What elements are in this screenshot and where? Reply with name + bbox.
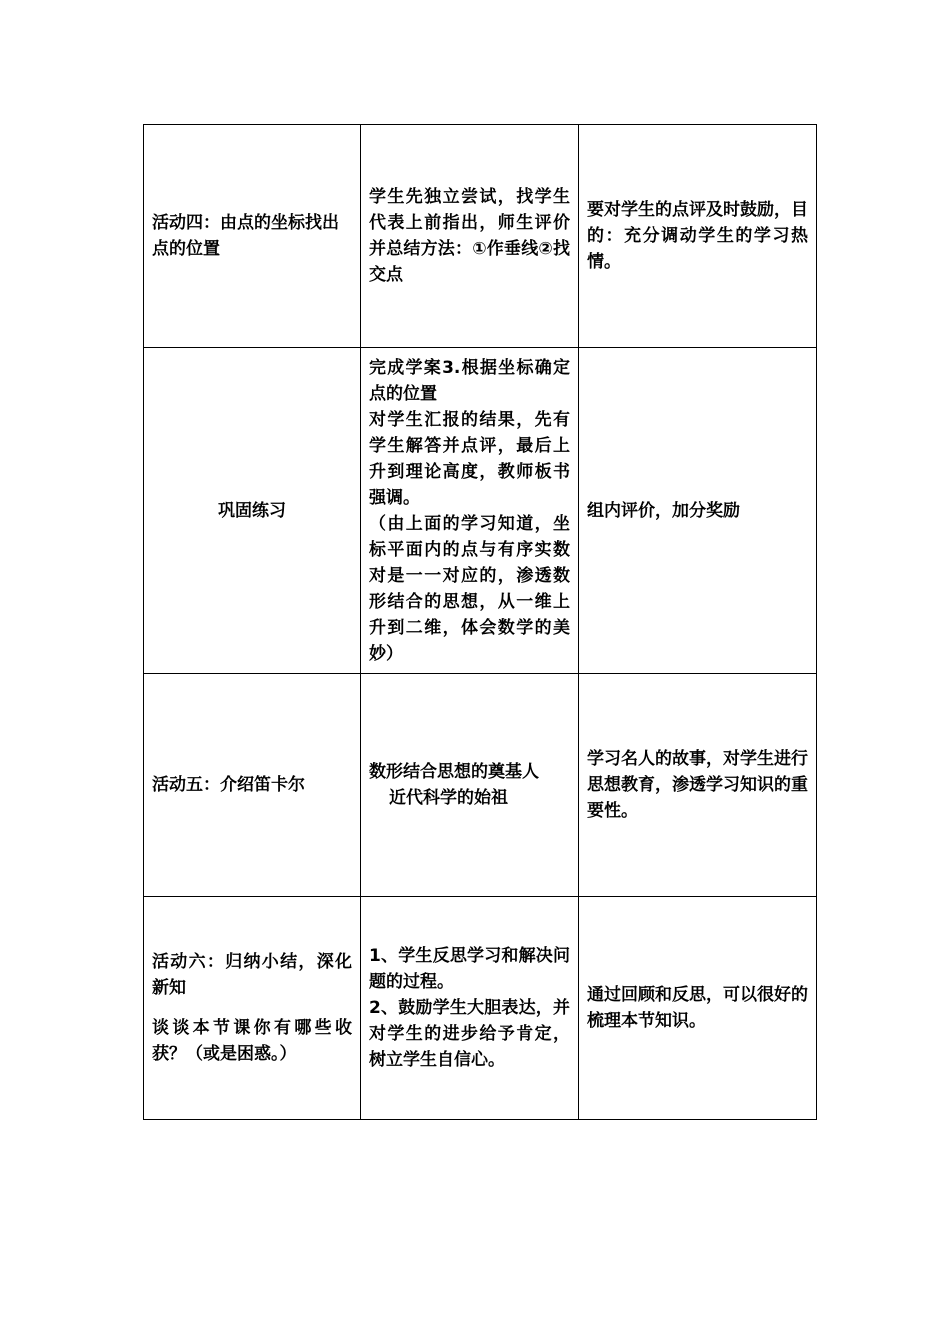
student-activity-cell — [361, 897, 579, 1120]
activity-text: 活动六：归纳小结，深化新知 — [152, 952, 352, 998]
design-intent-text: 组内评价，加分奖励 — [587, 500, 740, 521]
student-activity-cell — [361, 348, 579, 674]
design-intent-text: 通过回顾和反思，可以很好的梳理本节知识。 — [587, 985, 808, 1031]
student-activity-text: 对学生汇报的结果，先有学生解答并点评，最后上升到理论高度，教师板书强调。 — [369, 409, 570, 508]
activity-cell — [144, 125, 361, 348]
activity-text: 活动五：介绍笛卡尔 — [152, 775, 305, 795]
student-activity-cell — [361, 125, 579, 348]
design-intent-cell — [579, 897, 817, 1120]
student-activity-text: 数形结合思想的奠基人 — [369, 762, 539, 782]
table-row — [144, 897, 817, 1120]
table-row — [144, 348, 817, 674]
design-intent-cell — [579, 125, 817, 348]
design-intent-cell — [579, 348, 817, 674]
student-activity-text: 学生先独立尝试，找学生代表上前指出，师生评价并总结方法：①作垂线②找交点 — [369, 187, 570, 285]
table-row — [144, 674, 817, 897]
design-intent-text: 要对学生的点评及时鼓励，目的：充分调动学生的学习热情。 — [587, 200, 808, 272]
activity-cell — [144, 348, 361, 674]
activity-cell — [144, 674, 361, 897]
activity-text: 活动四：由点的坐标找出点的位置 — [152, 213, 339, 259]
activity-text: 谈谈本节课你有哪些收获？（或是困惑。） — [152, 1018, 352, 1064]
table-row — [144, 125, 817, 348]
design-intent-cell — [579, 674, 817, 897]
student-activity-cell — [361, 674, 579, 897]
design-intent-text: 学习名人的故事，对学生进行思想教育，渗透学习知识的重要性。 — [587, 749, 808, 821]
lesson-plan-table — [143, 124, 817, 1120]
student-activity-text: （由上面的学习知道，坐标平面内的点与有序实数对是一一对应的，渗透数形结合的思想，从一维上升到二维，体会数学的美妙） — [369, 513, 570, 664]
student-activity-text: 2、鼓励学生大胆表达，并对学生的进步给予肯定，树立学生自信心。 — [369, 998, 570, 1070]
student-activity-text: 1、学生反思学习和解决问题的过程。 — [369, 946, 570, 992]
student-activity-text: 完成学案3.根据坐标确定点的位置 — [369, 357, 570, 404]
activity-text: 巩固练习 — [218, 500, 286, 521]
activity-cell — [144, 897, 361, 1120]
student-activity-text: 近代科学的始祖 — [389, 788, 508, 808]
